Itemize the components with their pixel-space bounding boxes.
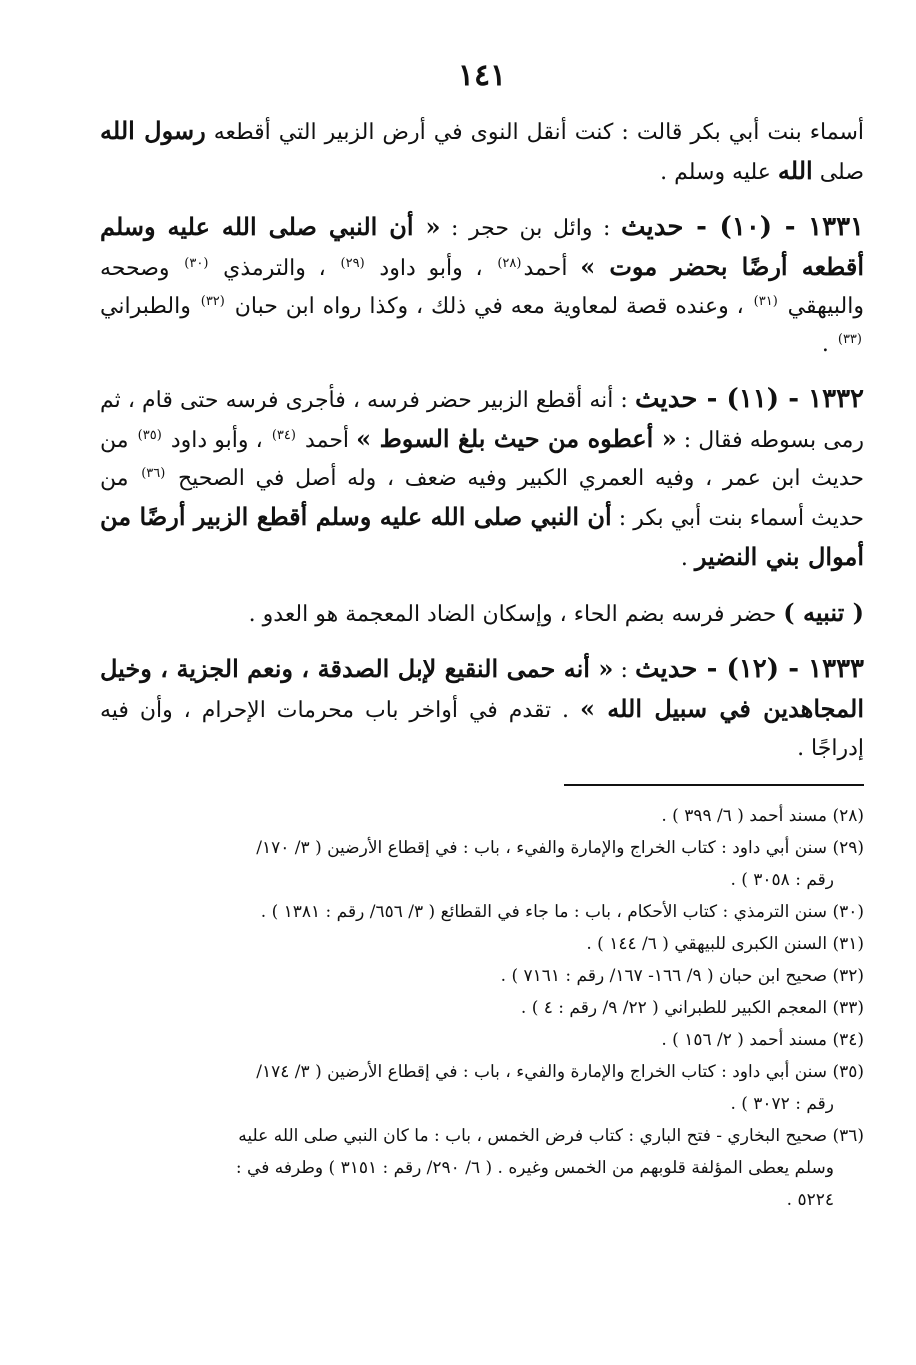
footnote-ref: (٣٣) xyxy=(837,331,862,347)
footnote-continuation: وسلم يعطى المؤلفة قلوبهم من الخمس وغيره . ( ٦/ ٢٩٠/ رقم : ٣١٥١ ) وطرفه في : xyxy=(235,1158,834,1178)
text: . xyxy=(680,546,695,571)
footnote-item xyxy=(100,1056,864,1120)
text: حضر فرسه بضم الحاء ، وإسكان الضاد المعجمة هو العدو . xyxy=(248,602,784,627)
paragraph-continuation xyxy=(100,112,864,192)
bold-text: الله xyxy=(777,156,813,185)
footnote-text: (٣٤) مسند أحمد ( ٢/ ١٥٦ ) . xyxy=(661,1030,864,1050)
hadith-1332 xyxy=(100,380,864,578)
hadith-text: « أنه حمى النقيع لإبل الصدقة ، ونعم الجزية ، وخيل المجاهدين في سبيل الله » xyxy=(100,654,864,723)
footnote-item xyxy=(100,832,864,896)
footnote-ref: (٣٢) xyxy=(200,293,225,309)
footnote-divider xyxy=(564,784,864,786)
text: أسماء بنت أبي بكر قالت : كنت أنقل النوى في أرض الزبير التي أقطعه xyxy=(205,120,865,145)
footnote-ref: (٣٤) xyxy=(271,427,296,443)
footnote-item xyxy=(100,1120,864,1216)
note-label: ( تنبيه ) xyxy=(783,598,864,627)
footnote-text: (٣٣) المعجم الكبير للطبراني ( ٢٢/ ٩/ رقم : ٤ ) . xyxy=(520,998,864,1018)
hadith-number: ١٣٣٣ - (١٢) - حديث xyxy=(634,654,865,684)
footnote-text: (٣٦) صحيح البخاري - فتح الباري : كتاب فرض الخمس ، باب : ما كان النبي صلى الله عليه xyxy=(238,1126,864,1146)
hadith-text: « أن النبي صلى الله عليه وسلم أقطعه أرضًا بحضر موت » xyxy=(100,212,864,281)
footnote-item xyxy=(100,1024,864,1056)
footnote-item xyxy=(100,896,864,928)
footnote-item xyxy=(100,928,864,960)
text: . xyxy=(821,332,836,357)
footnote-ref: (٢٨) xyxy=(497,255,522,271)
text: ، وأبو داود xyxy=(366,256,496,281)
footnote-continuation: ٥٢٢٤ . xyxy=(786,1190,834,1210)
footnote-text: (٣٠) سنن الترمذي : كتاب الأحكام ، باب : ما جاء في القطائع ( ٣/ ٦٥٦/ رقم : ١٣٨١ ) . xyxy=(260,902,864,922)
footnote-continuation: رقم : ٣٠٧٢ ) . xyxy=(730,1094,834,1114)
hadith-1331 xyxy=(100,208,864,364)
footnote-item xyxy=(100,992,864,1024)
hadith-text: « أعطوه من حيث بلغ السوط » xyxy=(356,424,677,453)
footnote-ref: (٢٩) xyxy=(340,255,365,271)
footnote-continuation: رقم : ٣٠٥٨ ) . xyxy=(730,870,834,890)
page-number: ١٤١ xyxy=(457,58,507,93)
footnote-ref: (٣١) xyxy=(753,293,778,309)
footnote-ref: (٣٠) xyxy=(184,255,209,271)
text: من حديث ابن عمر ، وفيه العمري الكبير وفيه ضعف ، وله أصل في الصحيح xyxy=(100,428,864,491)
text: : xyxy=(613,658,635,683)
text: ، والترمذي xyxy=(210,256,339,281)
note-paragraph xyxy=(100,594,864,634)
footnote-text: (٣٥) سنن أبي داود : كتاب الخراج والإمارة والفيء ، باب : في إقطاع الأرضين ( ٣/ ١٧٤/ xyxy=(256,1062,864,1082)
text: والطبراني xyxy=(100,294,199,319)
text: : أنه أقطع الزبير حضر فرسه ، فأجرى فرسه حتى قام ، ثم رمى بسوطه فقال : xyxy=(100,388,865,453)
book-page xyxy=(100,58,864,1216)
text: أحمد xyxy=(523,256,581,281)
text: أحمد xyxy=(297,428,357,453)
footnote-text: (٢٩) سنن أبي داود : كتاب الخراج والإمارة والفيء ، باب : في إقطاع الأرضين ( ٣/ ١٧٠/ xyxy=(256,838,864,858)
text: ، وعنده قصة لمعاوية معه في ذلك ، وكذا رواه ابن حبان xyxy=(226,294,752,319)
footnote-ref: (٣٦) xyxy=(141,465,166,481)
footnote-text: (٢٨) مسند أحمد ( ٦/ ٣٩٩ ) . xyxy=(661,806,864,826)
footnote-text: (٣٢) صحيح ابن حبان ( ٩/ ١٦٦- ١٦٧/ رقم : ٧١٦١ ) . xyxy=(500,966,864,986)
text: ، وأبو داود xyxy=(163,428,270,453)
text: من حديث أسماء بنت أبي بكر : xyxy=(100,466,865,531)
text: . تقدم في أواخر باب محرمات الإحرام ، وأن فيه إدراجًا . xyxy=(100,698,864,761)
hadith-number: ١٣٣٢ - (١١) - حديث xyxy=(634,384,864,414)
hadith-text: أن النبي صلى الله عليه وسلم أقطع الزبير أرضًا من أموال بني النضير xyxy=(100,502,864,571)
footnotes xyxy=(100,800,864,1216)
footnote-text: (٣١) السنن الكبرى للبيهقي ( ٦/ ١٤٤ ) . xyxy=(586,934,864,954)
footnote-item xyxy=(100,960,864,992)
main-text xyxy=(100,112,864,768)
hadith-number: ١٣٣١ - (١٠) - حديث xyxy=(621,212,864,242)
footnote-ref: (٣٥) xyxy=(137,427,162,443)
bold-text: رسول الله xyxy=(100,116,206,145)
text: : وائل بن حجر : xyxy=(440,216,622,241)
footnote-item xyxy=(100,800,864,832)
text: وصححه والبيهقي xyxy=(100,256,864,319)
text: عليه وسلم . xyxy=(660,160,778,185)
hadith-1333 xyxy=(100,650,864,768)
text: صلى xyxy=(812,160,864,185)
